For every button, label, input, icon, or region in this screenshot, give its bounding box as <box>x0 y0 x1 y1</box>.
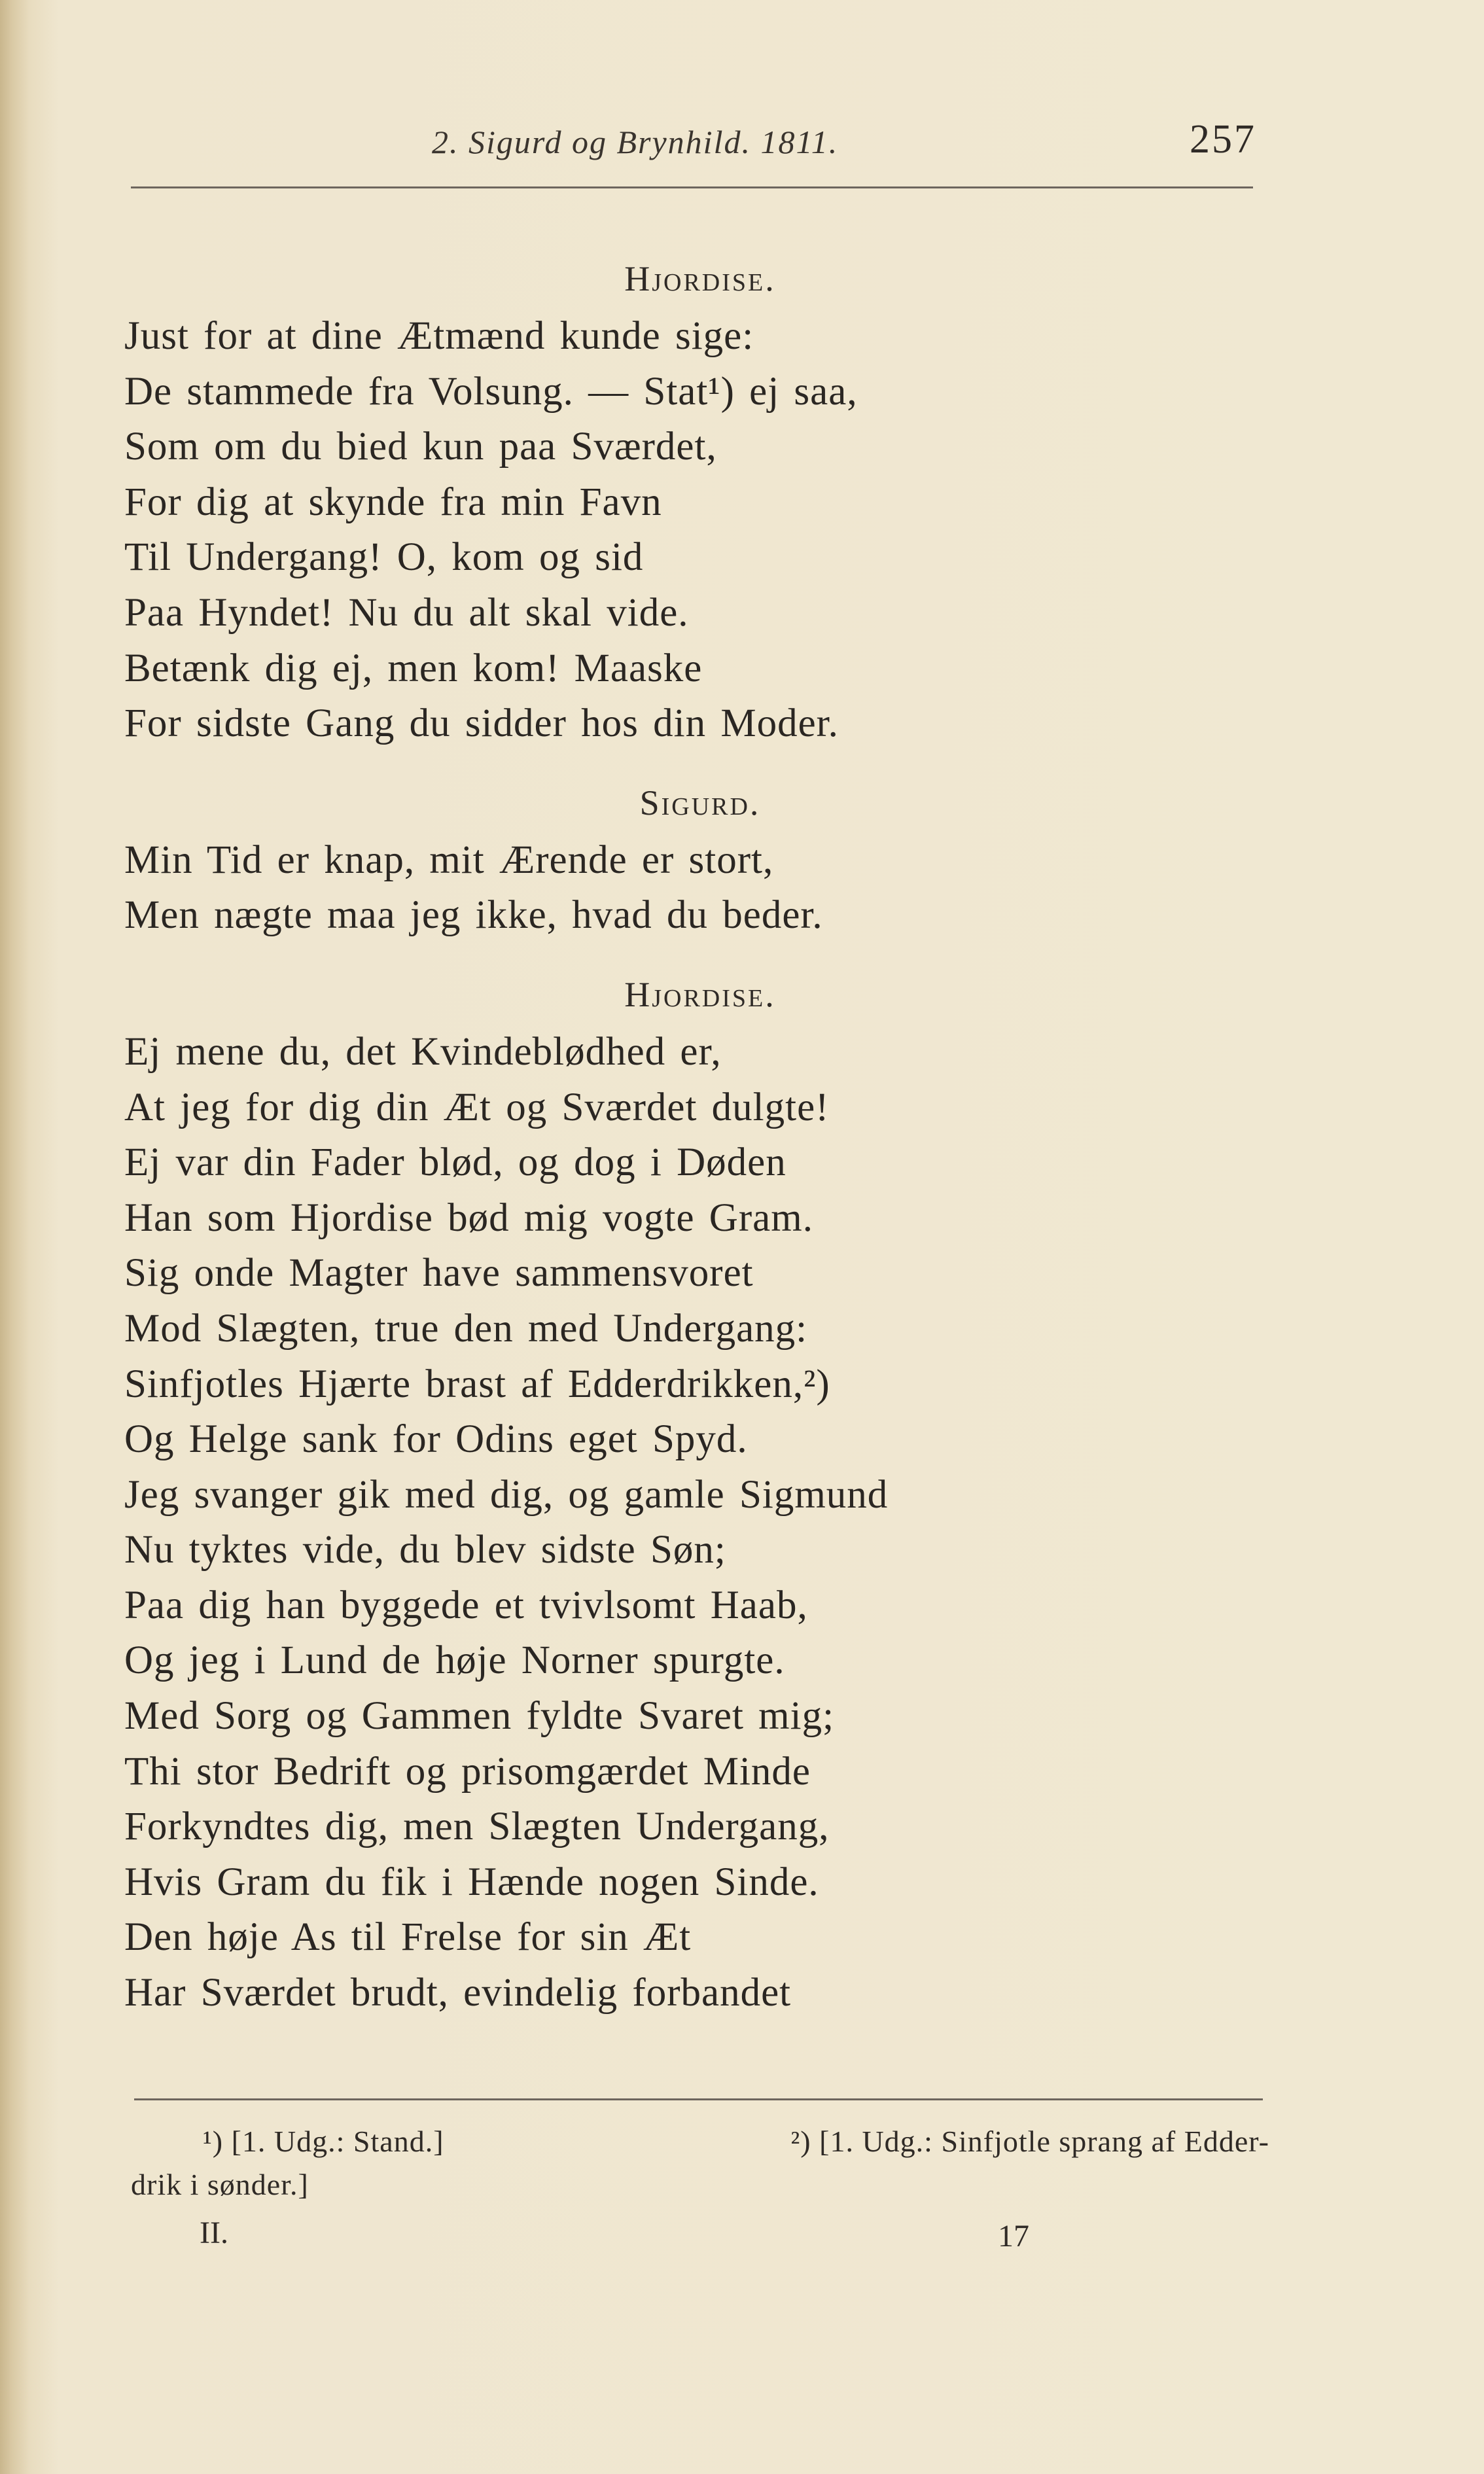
footnote-line <box>131 2120 1269 2163</box>
verse-text <box>124 249 1276 2021</box>
verse-line: At jeg for dig din Æt og Sværdet dulgte! <box>124 1085 830 1129</box>
footnotes <box>131 2120 1269 2206</box>
verse-line: Sig onde Magter have sammensvoret <box>124 1251 754 1296</box>
sheet-number: 17 <box>998 2219 1029 2253</box>
header-rule <box>131 186 1253 188</box>
running-title: 2. Sigurd og Brynhild. 1811. <box>432 124 839 160</box>
page-number: 257 <box>1190 117 1256 162</box>
verse-line: Som om du bied kun paa Sværdet, <box>124 425 717 469</box>
verse-line: For sidste Gang du sidder hos din Moder. <box>124 701 839 746</box>
verse-line: Ej mene du, det Kvindeblødhed er, <box>124 1029 722 1074</box>
verse-line: Til Undergang! O, kom og sid <box>124 535 644 580</box>
verse-line: Den høje As til Frelse for sin Æt <box>124 1915 692 1960</box>
verse-line: Hvis Gram du fik i Hænde nogen Sinde. <box>124 1860 819 1904</box>
verse-line: Ej var din Fader blød, og dog i Døden <box>124 1140 786 1185</box>
verse-line: For dig at skynde fra min Favn <box>124 480 662 524</box>
verse-line: Betænk dig ej, men kom! Maaske <box>124 646 703 690</box>
speaker-heading: Sigurd. <box>639 783 761 822</box>
speaker-heading: Hjordise. <box>624 974 776 1014</box>
verse-line: De stammede fra Volsung. — Stat¹) ej saa, <box>124 369 858 414</box>
verse-line: Paa dig han byggede et tvivlsomt Haab, <box>124 1583 808 1627</box>
speaker-heading: Hjordise. <box>624 259 776 298</box>
footnote-rule <box>134 2098 1263 2100</box>
verse-line: Og jeg i Lund de høje Norner spurgte. <box>124 1638 785 1683</box>
verse-line: Sinfjotles Hjærte brast af Edderdrikken,²) <box>124 1362 830 1406</box>
verse-line: Han som Hjordise bød mig vogte Gram. <box>124 1195 813 1240</box>
verse-line: Nu tyktes vide, du blev sidste Søn; <box>124 1528 726 1572</box>
footnote-1: ¹) [1. Udg.: Stand.] <box>203 2125 444 2158</box>
verse-line: Mod Slægten, true den med Undergang: <box>124 1306 808 1351</box>
verse-line: Min Tid er knap, mit Ærende er stort, <box>124 838 774 882</box>
verse-line: Paa Hyndet! Nu du alt skal vide. <box>124 590 689 635</box>
volume-mark: II. <box>200 2216 228 2250</box>
footnote-2-continuation: drik i sønder.] <box>131 2168 309 2201</box>
verse-line: Forkyndtes dig, men Slægten Undergang, <box>124 1805 830 1849</box>
page-header <box>131 110 1256 182</box>
verse-line: Med Sorg og Gammen fyldte Svaret mig; <box>124 1694 835 1739</box>
verse-line: Just for at dine Ætmænd kunde sige: <box>124 314 754 358</box>
verse-line: Jeg svanger gik med dig, og gamle Sigmund <box>124 1472 889 1517</box>
footnote-2: ²) [1. Udg.: Sinfjotle sprang af Edder- <box>790 2125 1269 2158</box>
verse-line: Og Helge sank for Odins eget Spyd. <box>124 1417 748 1462</box>
verse-line: Har Sværdet brudt, evindelig forbandet <box>124 1971 792 2015</box>
verse-line: Men nægte maa jeg ikke, hvad du beder. <box>124 893 823 938</box>
verse-line: Thi stor Bedrift og prisomgærdet Minde <box>124 1749 811 1794</box>
